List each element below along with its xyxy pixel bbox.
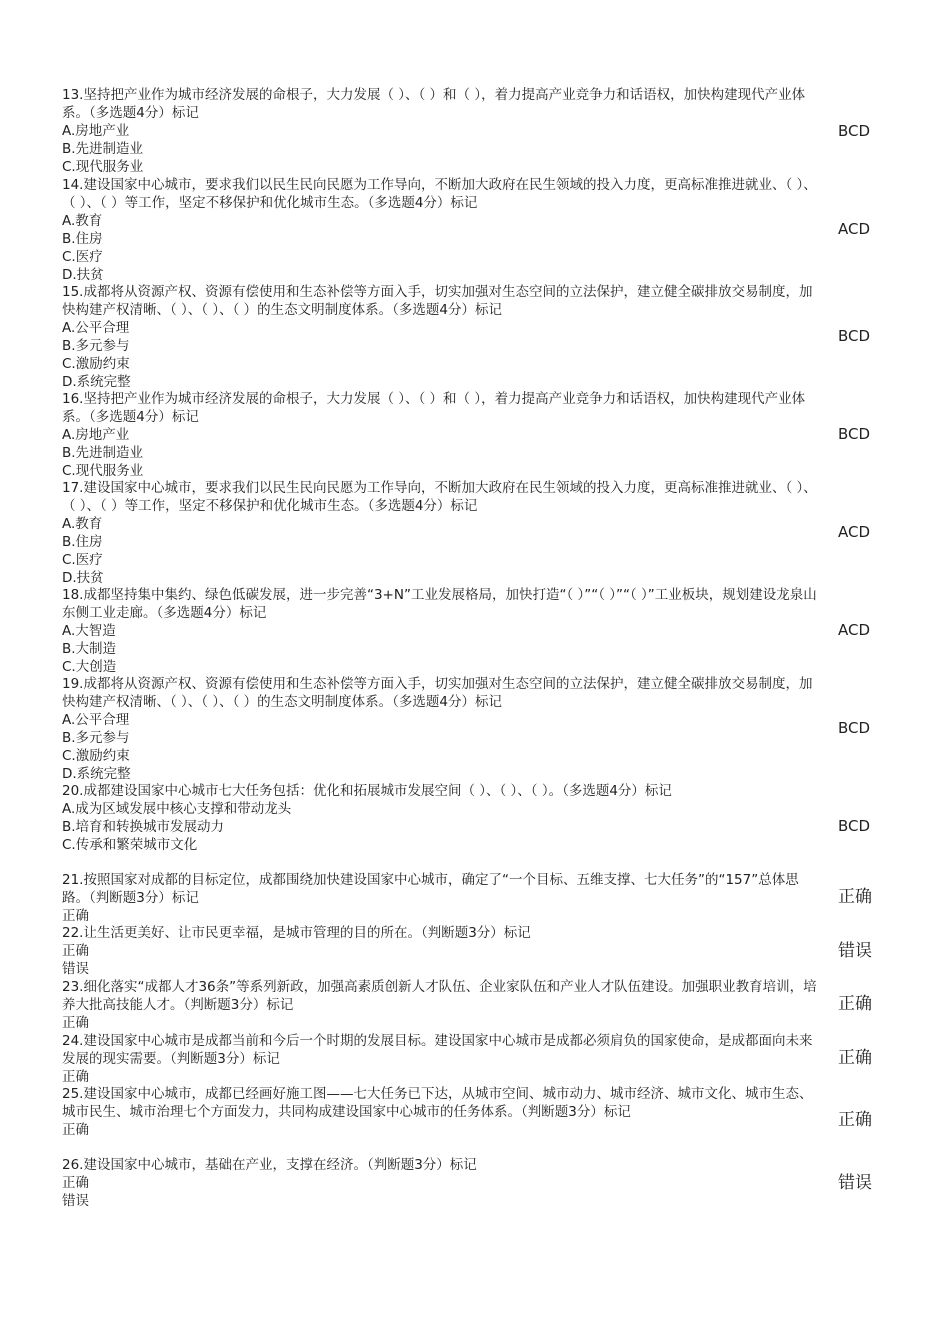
question-16 — [62, 390, 822, 480]
option: 正确 — [62, 1122, 89, 1138]
answer: BCD — [838, 719, 871, 737]
question-23 — [62, 978, 822, 1032]
question-text: 15.成都将从资源产权、资源有偿使用和生态补偿等方面入手，切实加强对生态空间的立法保护，建立健全碳排放交易制度，加快构建产权清晰、（ ）、（ ）、（ ）的生态文明制度体系。（多选题4分）标记 — [62, 284, 813, 318]
option: C.大创造 — [62, 659, 117, 675]
option: D.系统完整 — [62, 766, 131, 782]
option: D.系统完整 — [62, 374, 131, 390]
question-22 — [62, 924, 822, 978]
option: B.住房 — [62, 231, 103, 247]
option: A.公平合理 — [62, 320, 130, 336]
answer: 正确 — [838, 887, 872, 907]
option: A.教育 — [62, 213, 103, 229]
question-20 — [62, 782, 822, 854]
option: B.培育和转换城市发展动力 — [62, 819, 225, 835]
question-19 — [62, 675, 822, 783]
question-text: 16.坚持把产业作为城市经济发展的命根子，大力发展（ ）、（ ）和（ ），着力提高产业竞争力和话语权，加快构建现代产业体系。（多选题4分）标记 — [62, 391, 806, 425]
question-text: 22.让生活更美好、让市民更幸福，是城市管理的目的所在。（判断题3分）标记 — [62, 925, 531, 941]
option: 错误 — [62, 1193, 89, 1209]
option: B.多元参与 — [62, 730, 130, 746]
answer: 正确 — [838, 1048, 872, 1068]
question-25 — [62, 1085, 822, 1139]
question-21 — [62, 871, 822, 925]
option: 正确 — [62, 1069, 89, 1085]
question-text: 24.建设国家中心城市是成都当前和今后一个时期的发展目标。建设国家中心城市是成都必须肩负的国家使命，是成都面向未来发展的现实需要。（判断题3分）标记 — [62, 1033, 813, 1067]
answer: BCD — [838, 327, 871, 345]
question-13 — [62, 86, 822, 176]
question-text: 14.建设国家中心城市，要求我们以民生民向民愿为工作导向，不断加大政府在民生领域的投入力度，更高标准推进就业、（ ）、（ ）、（ ）等工作，坚定不移保护和优化城市生态。（多选题4分）标记 — [62, 177, 817, 211]
option: B.先进制造业 — [62, 141, 144, 157]
question-text: 20.成都建设国家中心城市七大任务包括：优化和拓展城市发展空间（ ）、（ ）、（ ）。（多选题4分）标记 — [62, 783, 672, 799]
option: 错误 — [62, 961, 89, 977]
option: D.扶贫 — [62, 267, 104, 283]
option: A.公平合理 — [62, 712, 130, 728]
question-24 — [62, 1032, 822, 1086]
answer: ACD — [838, 523, 871, 541]
option: A.大智造 — [62, 623, 116, 639]
question-text: 23.细化落实“成都人才36条”等系列新政，加强高素质创新人才队伍、企业家队伍和产业人才队伍建设。加强职业教育培训，培养大批高技能人才。（判断题3分）标记 — [62, 979, 817, 1013]
option: C.激励约束 — [62, 356, 130, 372]
question-text: 13.坚持把产业作为城市经济发展的命根子，大力发展（ ）、（ ）和（ ），着力提高产业竞争力和话语权，加快构建现代产业体系。（多选题4分）标记 — [62, 87, 806, 121]
answer: 正确 — [838, 994, 872, 1014]
option: 正确 — [62, 908, 89, 924]
question-text: 19.成都将从资源产权、资源有偿使用和生态补偿等方面入手，切实加强对生态空间的立法保护，建立健全碳排放交易制度，加快构建产权清晰、（ ）、（ ）、（ ）的生态文明制度体系。（多选题4分）标记 — [62, 676, 813, 710]
question-text: 26.建设国家中心城市，基础在产业，支撑在经济。（判断题3分）标记 — [62, 1157, 477, 1173]
question-text: 17.建设国家中心城市，要求我们以民生民向民愿为工作导向，不断加大政府在民生领域的投入力度，更高标准推进就业、（ ）、（ ）、（ ）等工作，坚定不移保护和优化城市生态。（多选题4分）标记 — [62, 480, 817, 514]
option: C.激励约束 — [62, 748, 130, 764]
answer: ACD — [838, 621, 871, 639]
option: C.医疗 — [62, 249, 103, 265]
option: B.多元参与 — [62, 338, 130, 354]
option: B.先进制造业 — [62, 445, 144, 461]
answer: 正确 — [838, 1110, 872, 1130]
option: D.扶贫 — [62, 570, 104, 586]
question-14 — [62, 176, 822, 284]
answer: BCD — [838, 425, 871, 443]
answer: ACD — [838, 220, 871, 238]
question-text: 21.按照国家对成都的目标定位，成都围绕加快建设国家中心城市，确定了“一个目标、五维支撑、七大任务”的“157”总体思路。（判断题3分）标记 — [62, 872, 799, 906]
answer: 错误 — [838, 1173, 872, 1193]
answer: 错误 — [838, 941, 872, 961]
question-15 — [62, 283, 822, 391]
option: C.现代服务业 — [62, 159, 144, 175]
option: C.医疗 — [62, 552, 103, 568]
question-text: 25.建设国家中心城市，成都已经画好施工图——七大任务已下达，从城市空间、城市动力、城市经济、城市文化、城市生态、城市民生、城市治理七个方面发力，共同构成建设国家中心城市的任务体系。（判断题3分）标记 — [62, 1086, 813, 1120]
option: A.成为区域发展中核心支撑和带动龙头 — [62, 801, 292, 817]
question-text: 18.成都坚持集中集约、绿色低碳发展，进一步完善“3+N”工业发展格局，加快打造“（ ）”“（ ）”“（ ）”工业板块，规划建设龙泉山东侧工业走廊。（多选题4分）标记 — [62, 587, 817, 621]
option: A.房地产业 — [62, 123, 130, 139]
answer: BCD — [838, 122, 871, 140]
option: 正确 — [62, 1015, 89, 1031]
option: A.教育 — [62, 516, 103, 532]
option: C.现代服务业 — [62, 463, 144, 479]
option: B.住房 — [62, 534, 103, 550]
answer: BCD — [838, 817, 871, 835]
option: 正确 — [62, 1175, 89, 1191]
option: 正确 — [62, 943, 89, 959]
question-18 — [62, 586, 822, 676]
option: A.房地产业 — [62, 427, 130, 443]
option: B.大制造 — [62, 641, 117, 657]
option: C.传承和繁荣城市文化 — [62, 837, 198, 853]
question-26 — [62, 1156, 822, 1210]
question-17 — [62, 479, 822, 587]
